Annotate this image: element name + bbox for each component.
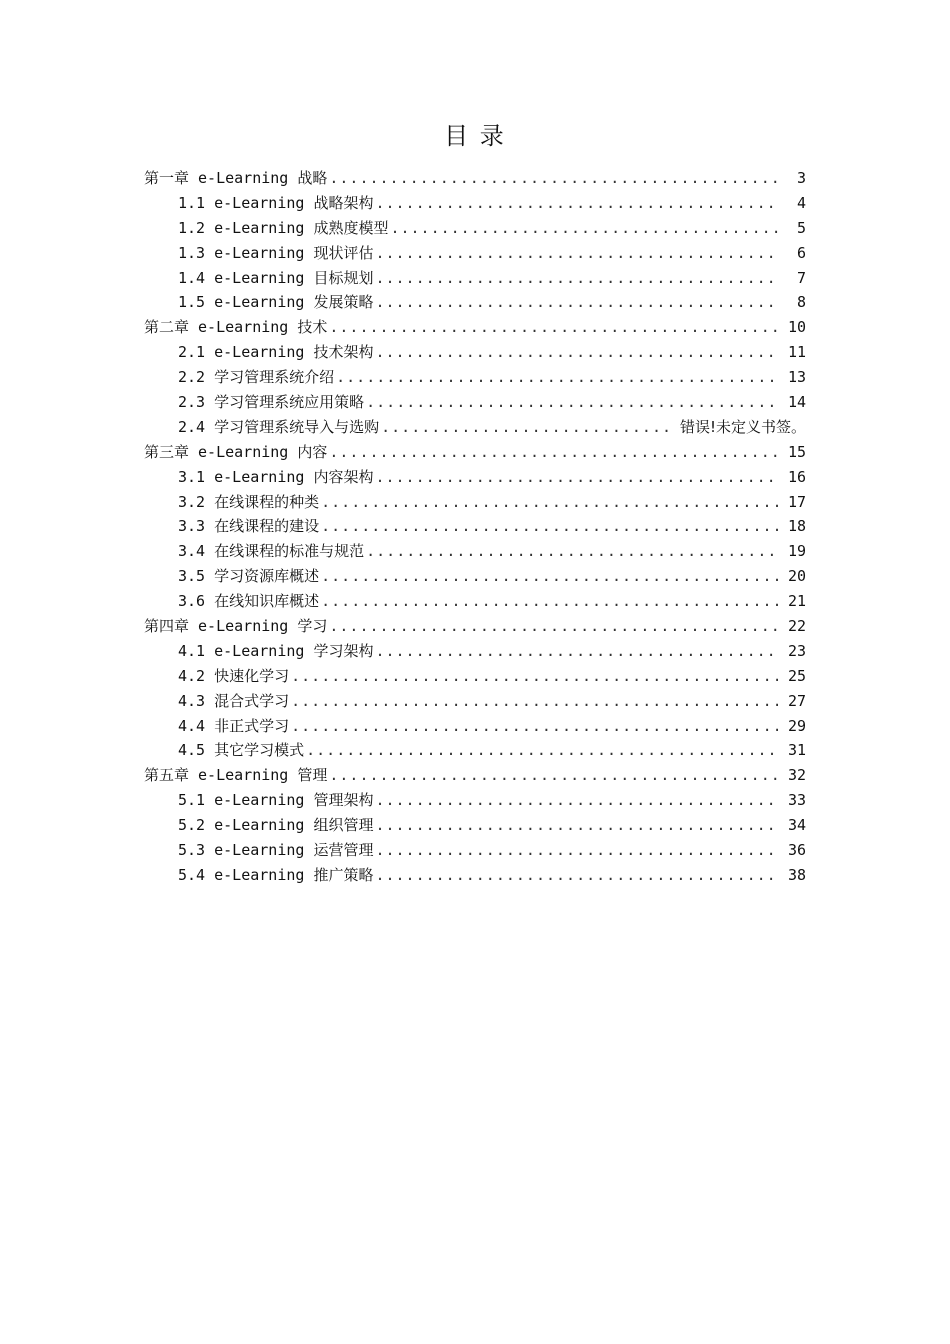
toc-entry-page: 31 — [787, 741, 806, 760]
dot-leader — [291, 689, 778, 714]
toc-entry-label: 3.1 e-Learning 内容架构 — [178, 467, 374, 486]
toc-entry[interactable] — [144, 539, 806, 564]
toc-entry[interactable] — [144, 614, 806, 639]
toc-entry[interactable] — [144, 465, 806, 490]
toc-entry-label: 3.4 在线课程的标准与规范 — [178, 542, 365, 561]
dot-leader — [329, 440, 778, 465]
toc-entry[interactable] — [144, 490, 806, 515]
toc-entry-page: 29 — [787, 716, 806, 735]
toc-entry-page: 25 — [787, 666, 806, 685]
dot-leader — [375, 813, 778, 838]
toc-entry-page: 22 — [787, 617, 806, 636]
dot-leader — [375, 465, 778, 490]
dot-leader — [336, 365, 778, 390]
toc-entry-page: 27 — [787, 691, 806, 710]
toc-entry-page: 21 — [787, 592, 806, 611]
toc-entry[interactable] — [144, 166, 806, 191]
toc-entry-label: 3.6 在线知识库概述 — [178, 592, 320, 611]
toc-entry[interactable] — [144, 813, 806, 838]
toc-entry-page: 11 — [787, 343, 806, 362]
dot-leader — [306, 738, 778, 763]
toc-entry-page: 23 — [787, 641, 806, 660]
dot-leader — [375, 241, 778, 266]
toc-entry-label: 1.3 e-Learning 现状评估 — [178, 243, 374, 262]
dot-leader — [321, 514, 778, 539]
toc-entry[interactable] — [144, 763, 806, 788]
toc-entry-page: 14 — [787, 393, 806, 412]
toc-entry-label: 1.5 e-Learning 发展策略 — [178, 293, 374, 312]
toc-title: 目 录 — [444, 122, 506, 150]
toc-entry-page: 33 — [787, 791, 806, 810]
dot-leader — [375, 191, 778, 216]
toc-entry-page: 17 — [787, 492, 806, 511]
toc-entry[interactable] — [144, 714, 806, 739]
dot-leader — [329, 166, 778, 191]
toc-entry-page: 20 — [787, 567, 806, 586]
toc-entry-label: 4.3 混合式学习 — [178, 691, 290, 710]
dot-leader — [375, 639, 778, 664]
toc-entry-label: 2.1 e-Learning 技术架构 — [178, 343, 374, 362]
toc-entry-page: 15 — [787, 442, 806, 461]
toc-entry-label: 第一章 e-Learning 战略 — [144, 169, 328, 187]
toc-entry[interactable] — [144, 340, 806, 365]
dot-leader — [375, 838, 778, 863]
toc-entry-label: 3.3 在线课程的建设 — [178, 517, 320, 536]
toc-entry-label: 3.2 在线课程的种类 — [178, 492, 320, 511]
toc-entry-page: 13 — [787, 368, 806, 387]
toc-entry-page: 18 — [787, 517, 806, 536]
toc-entry[interactable] — [144, 664, 806, 689]
toc-entry-page: 36 — [787, 841, 806, 860]
toc-entry-label: 5.1 e-Learning 管理架构 — [178, 791, 374, 810]
toc-entry[interactable] — [144, 365, 806, 390]
toc-entry-page: 4 — [796, 193, 806, 212]
toc-entry-page: 16 — [787, 467, 806, 486]
toc-entry-page: 10 — [787, 318, 806, 337]
toc-entry-label: 第二章 e-Learning 技术 — [144, 318, 328, 337]
dot-leader — [321, 589, 778, 614]
toc-entry-label: 4.4 非正式学习 — [178, 716, 290, 735]
toc-entry[interactable] — [144, 639, 806, 664]
toc-entry[interactable] — [144, 440, 806, 465]
dot-leader — [291, 714, 778, 739]
toc-entry[interactable] — [144, 838, 806, 863]
toc-entry[interactable] — [144, 415, 806, 440]
dot-leader — [375, 340, 778, 365]
dot-leader — [375, 788, 778, 813]
toc-entry-label: 2.2 学习管理系统介绍 — [178, 368, 335, 387]
toc-list — [144, 166, 806, 888]
toc-entry-label: 1.4 e-Learning 目标规划 — [178, 268, 374, 287]
toc-entry[interactable] — [144, 514, 806, 539]
toc-entry-page: 32 — [787, 766, 806, 785]
toc-entry-page: 3 — [796, 169, 806, 187]
toc-entry-label: 4.1 e-Learning 学习架构 — [178, 641, 374, 660]
toc-entry[interactable] — [144, 788, 806, 813]
toc-entry-page: 38 — [787, 865, 806, 884]
toc-entry[interactable] — [144, 689, 806, 714]
dot-leader — [321, 490, 778, 515]
toc-entry[interactable] — [144, 191, 806, 216]
toc-entry-page: 34 — [787, 816, 806, 835]
toc-entry-label: 3.5 学习资源库概述 — [178, 567, 320, 586]
toc-entry[interactable] — [144, 564, 806, 589]
toc-entry-label: 1.1 e-Learning 战略架构 — [178, 193, 374, 212]
dot-leader — [375, 266, 778, 291]
toc-entry[interactable] — [144, 863, 806, 888]
dot-leader — [329, 614, 778, 639]
toc-entry-page: 19 — [787, 542, 806, 561]
toc-entry-page: 8 — [796, 293, 806, 312]
dot-leader — [291, 664, 778, 689]
toc-entry-label: 1.2 e-Learning 成熟度模型 — [178, 218, 389, 237]
toc-entry-label: 2.4 学习管理系统导入与选购 — [178, 417, 380, 436]
toc-entry-label: 4.2 快速化学习 — [178, 666, 290, 685]
toc-entry-label: 4.5 其它学习模式 — [178, 741, 305, 760]
toc-entry[interactable] — [144, 390, 806, 415]
toc-entry-page: 7 — [796, 268, 806, 287]
toc-entry[interactable] — [144, 315, 806, 340]
toc-entry-label: 5.4 e-Learning 推广策略 — [178, 865, 374, 884]
toc-entry[interactable] — [144, 216, 806, 241]
dot-leader — [366, 390, 778, 415]
toc-entry-page: 错误!未定义书签。 — [679, 417, 806, 436]
toc-entry[interactable] — [144, 738, 806, 763]
dot-leader — [375, 290, 778, 315]
toc-entry[interactable] — [144, 266, 806, 291]
dot-leader — [381, 415, 674, 440]
toc-entry-label: 5.2 e-Learning 组织管理 — [178, 816, 374, 835]
toc-entry-label: 5.3 e-Learning 运营管理 — [178, 841, 374, 860]
toc-entry-page: 6 — [796, 243, 806, 262]
toc-entry-label: 第三章 e-Learning 内容 — [144, 442, 328, 461]
toc-entry-label: 第五章 e-Learning 管理 — [144, 766, 328, 785]
dot-leader — [366, 539, 778, 564]
toc-entry-label: 2.3 学习管理系统应用策略 — [178, 393, 365, 412]
dot-leader — [321, 564, 778, 589]
toc-entry-page: 5 — [796, 218, 806, 237]
toc-entry[interactable] — [144, 589, 806, 614]
toc-entry[interactable] — [144, 241, 806, 266]
dot-leader — [390, 216, 778, 241]
dot-leader — [375, 863, 778, 888]
toc-entry[interactable] — [144, 290, 806, 315]
toc-entry-label: 第四章 e-Learning 学习 — [144, 617, 328, 636]
dot-leader — [329, 763, 778, 788]
dot-leader — [329, 315, 778, 340]
